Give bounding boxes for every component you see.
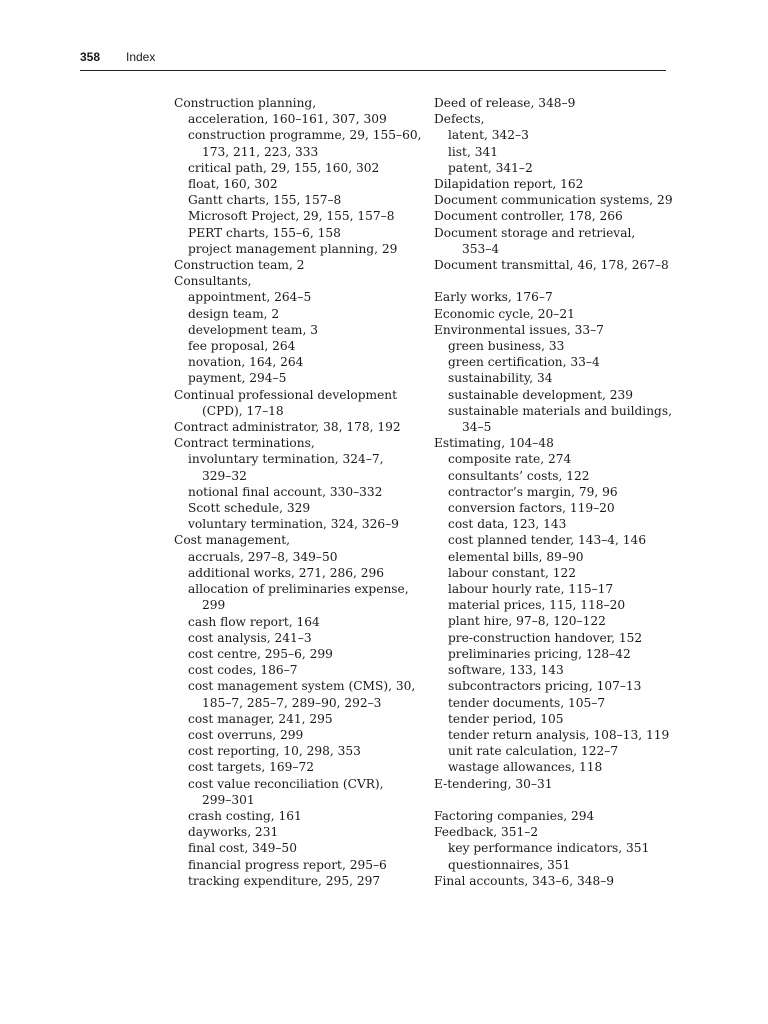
index-subentry: dayworks, 231 [188,825,279,840]
index-entry: Document controller, 178, 266 [434,209,623,224]
index-subentry: labour hourly rate, 115–17 [448,582,614,597]
index-entry: Cost management, [174,533,291,548]
index-entry: Environmental issues, 33–7 [434,322,604,337]
index-entry: Continual professional development [174,387,398,402]
index-entry: Contract administrator, 38, 178, 192 [174,420,401,435]
index-subentry: plant hire, 97–8, 120–122 [448,614,606,629]
index-subentry: unit rate calculation, 122–7 [448,744,619,759]
index-subentry: notional final account, 330–332 [188,484,383,499]
index-subentry: Microsoft Project, 29, 155, 157–8 [188,209,395,224]
index-subentry: 299 [202,598,226,613]
index-subentry: cost management system (CMS), 30, [188,679,416,694]
index-subentry: cost reporting, 10, 298, 353 [188,744,361,759]
index-subentry: (CPD), 17–18 [202,403,284,418]
running-head [80,48,666,70]
index-subentry: 185–7, 285–7, 289–90, 292–3 [202,695,382,710]
index-subentry: material prices, 115, 118–20 [448,598,626,613]
index-entry: Construction planning, [174,96,317,110]
index-subentry: voluntary termination, 324, 326–9 [188,517,399,532]
index-subentry: cost manager, 241, 295 [188,711,333,726]
index-subentry: 173, 211, 223, 333 [202,144,319,159]
index-subentry: tender return analysis, 108–13, 119 [448,727,670,742]
index-entry: Estimating, 104–48 [434,436,554,451]
index-subentry: payment, 294–5 [188,371,287,386]
index-subentry: list, 341 [448,144,498,159]
index-entry: Document storage and retrieval, [434,225,636,240]
index-subentry: consultants’ costs, 122 [448,468,590,483]
section-title: Index [126,50,156,64]
index-section-gap [434,792,674,808]
index-entry: Contract terminations, [174,436,315,451]
index-entry: Feedback, 351–2 [434,825,539,840]
index-subentry: appointment, 264–5 [188,290,312,305]
index-entry: Economic cycle, 20–21 [434,306,575,321]
index-subentry: elemental bills, 89–90 [448,549,584,564]
index-subentry: patent, 341–2 [448,160,533,175]
index-subentry: 353–4 [462,241,500,256]
index-subentry: novation, 164, 264 [188,355,304,370]
index-column-right [434,95,674,889]
index-subentry: crash costing, 161 [188,808,302,823]
index-subentry: Gantt charts, 155, 157–8 [188,193,342,208]
index-subentry: composite rate, 274 [448,452,572,467]
index-entry: Defects, [434,112,485,127]
index-subentry: cash flow report, 164 [188,614,320,629]
index-subentry: construction programme, 29, 155–60, [188,128,422,143]
index-section-gap [434,273,674,289]
index-entry: Document transmittal, 46, 178, 267–8 [434,258,669,273]
index-subentry: final cost, 349–50 [188,841,297,856]
index-subentry: development team, 3 [188,322,318,337]
index-entry: Dilapidation report, 162 [434,177,584,192]
index-subentry: cost data, 123, 143 [448,517,567,532]
index-subentry: cost overruns, 299 [188,727,304,742]
index-subentry: cost codes, 186–7 [188,663,298,678]
index-subentry: 34–5 [462,420,492,435]
index-subentry: allocation of preliminaries expense, [188,582,409,597]
index-subentry: cost planned tender, 143–4, 146 [448,533,647,548]
index-subentry: project management planning, 29 [188,241,398,256]
index-subentry: software, 133, 143 [448,663,564,678]
index-subentry: additional works, 271, 286, 296 [188,565,385,580]
index-subentry: key performance indicators, 351 [448,841,650,856]
index-subentry: cost analysis, 241–3 [188,630,312,645]
header-divider [80,70,666,71]
index-entry: Final accounts, 343–6, 348–9 [434,873,615,888]
index-entry: Construction team, 2 [174,258,305,273]
index-subentry: contractor’s margin, 79, 96 [448,484,618,499]
index-subentry: sustainable development, 239 [448,387,633,402]
index-subentry: Scott schedule, 329 [188,501,311,516]
index-column-left [174,95,422,889]
index-subentry: PERT charts, 155–6, 158 [188,225,341,240]
index-subentry: fee proposal, 264 [188,339,296,354]
index-entry: Consultants, [174,274,252,289]
index-subentry: questionnaires, 351 [448,857,571,872]
index-subentry: preliminaries pricing, 128–42 [448,646,631,661]
index-subentry: conversion factors, 119–20 [448,501,615,516]
index-subentry: wastage allowances, 118 [448,760,603,775]
index-entry: Early works, 176–7 [434,290,553,305]
index-subentry: tracking expenditure, 295, 297 [188,873,381,888]
index-subentry: sustainable materials and buildings, [448,403,672,418]
index-subentry: float, 160, 302 [188,177,278,192]
index-subentry: cost targets, 169–72 [188,760,314,775]
index-subentry: 329–32 [202,468,247,483]
index-entry: Factoring companies, 294 [434,808,595,823]
index-subentry: financial progress report, 295–6 [188,857,387,872]
index-subentry: 299–301 [202,792,255,807]
index-entry: Document communication systems, 29 [434,193,673,208]
index-subentry: accruals, 297–8, 349–50 [188,549,338,564]
index-entry: E-tendering, 30–31 [434,776,553,791]
index-subentry: subcontractors pricing, 107–13 [448,679,642,694]
index-subentry: sustainability, 34 [448,371,553,386]
index-subentry: design team, 2 [188,306,280,321]
index-subentry: critical path, 29, 155, 160, 302 [188,160,380,175]
page-number: 358 [80,50,101,64]
index-subentry: green business, 33 [448,339,565,354]
index-subentry: green certification, 33–4 [448,355,600,370]
index-subentry: pre-construction handover, 152 [448,630,643,645]
index-subentry: latent, 342–3 [448,128,529,143]
index-subentry: labour constant, 122 [448,565,577,580]
index-subentry: cost centre, 295–6, 299 [188,646,333,661]
index-subentry: tender documents, 105–7 [448,695,606,710]
index-subentry: cost value reconciliation (CVR), [188,776,384,791]
index-entry: Deed of release, 348–9 [434,96,576,110]
index-subentry: acceleration, 160–161, 307, 309 [188,112,387,127]
index-subentry: tender period, 105 [448,711,564,726]
index-subentry: involuntary termination, 324–7, [188,452,384,467]
